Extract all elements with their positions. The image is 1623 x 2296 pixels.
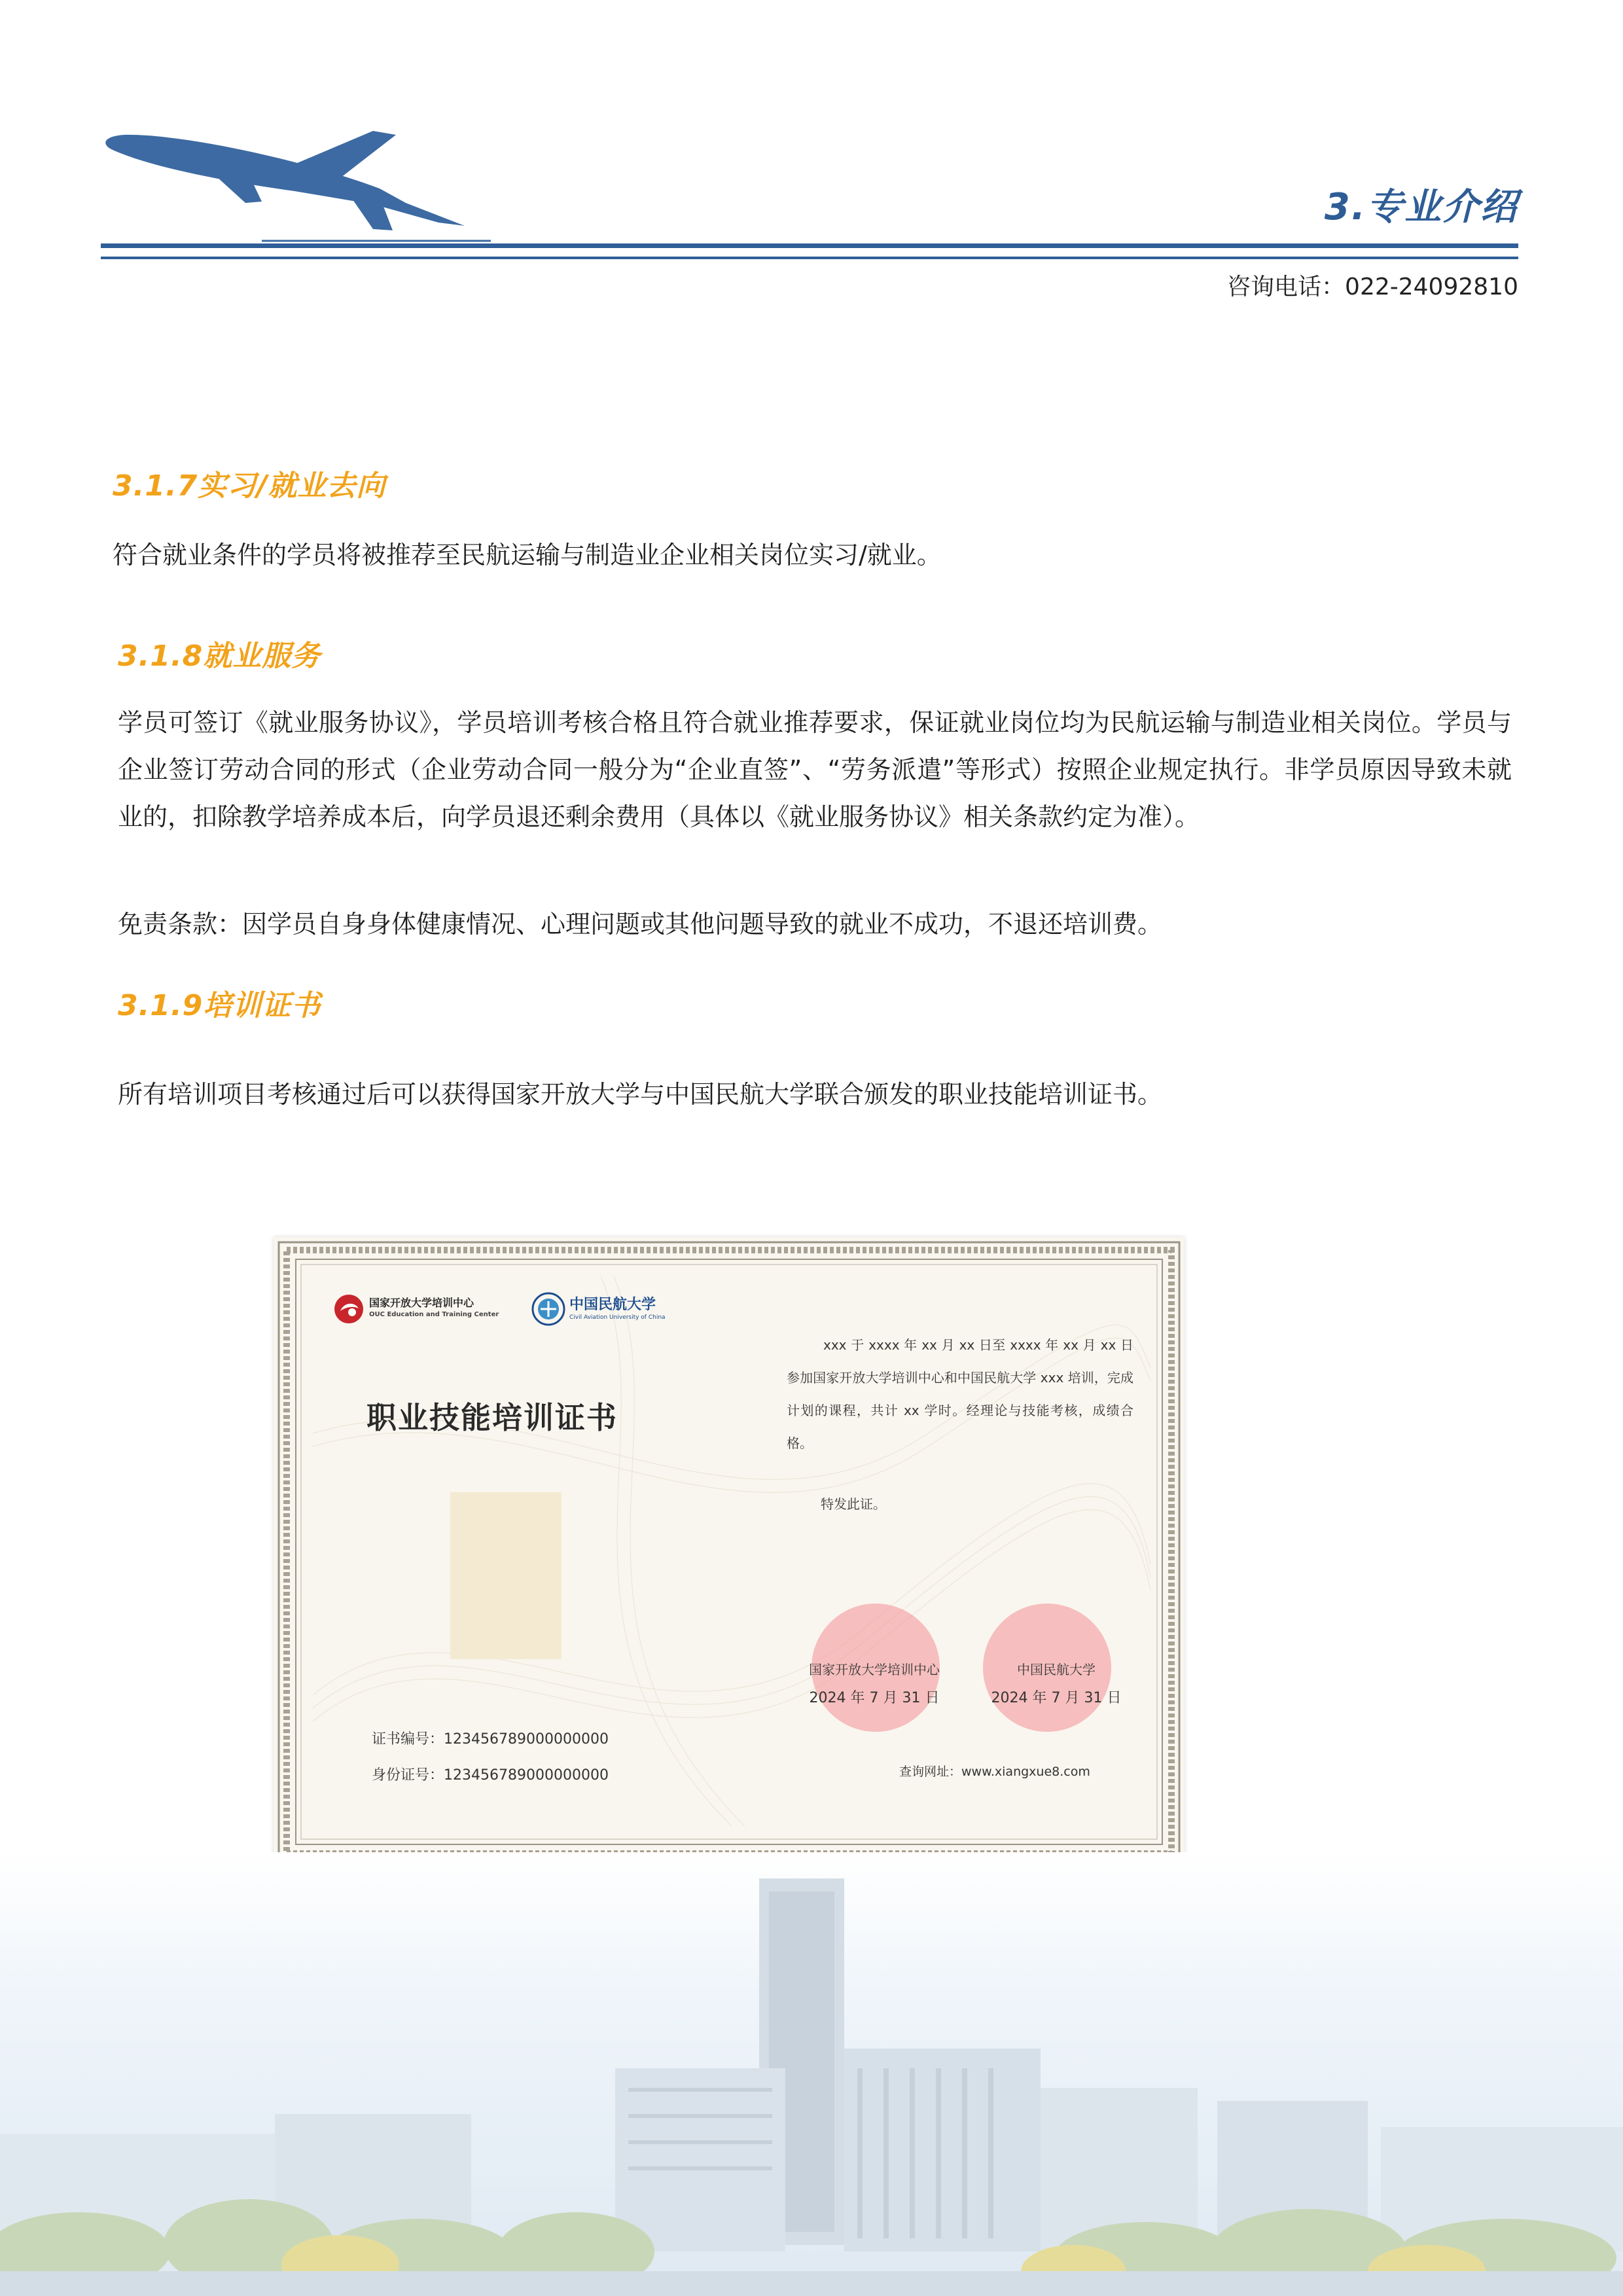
issue-date-cauc: 2024 年 7 月 31 日 xyxy=(991,1690,1122,1706)
ouc-name: 国家开放大学培训中心 xyxy=(369,1297,474,1309)
section-title-employment: 3.1.8就业服务 xyxy=(118,639,321,673)
certificate-image xyxy=(274,1237,1185,1867)
id-number: 身份证号：123456789000000000 xyxy=(372,1767,609,1784)
section-text-certificate: 所有培训项目考核通过后可以获得国家开放大学与中国民航大学联合颁发的职业技能培训证书。 xyxy=(118,1080,1163,1109)
consult-phone: 咨询电话：022-24092810 xyxy=(1227,274,1518,300)
photo-placeholder xyxy=(450,1492,562,1659)
section-title-internship: 3.1.7实习/就业去向 xyxy=(113,469,386,503)
section-title-certificate: 3.1.9培训证书 xyxy=(118,989,321,1022)
cauc-name: 中国民航大学 xyxy=(569,1296,656,1313)
issuer-ouc: 国家开放大学培训中心 xyxy=(809,1662,940,1677)
certificate-special-note: 特发此证。 xyxy=(821,1496,886,1512)
ouc-name-en: OUC Education and Training Center xyxy=(369,1311,499,1318)
cauc-name-en: Civil Aviation University of China xyxy=(569,1314,666,1321)
ouc-logo-icon xyxy=(332,1293,365,1325)
issuer-cauc: 中国民航大学 xyxy=(1017,1662,1096,1677)
certificate-body-text: xxx 于 xxxx 年 xx 月 xx 日至 xxxx 年 xx 月 xx 日参加国家开放大学培训中心和中国民航大学 xxx 培训，完成计划的课程，共计 xx 学时。经理论与技能考核，成绩合格。 xyxy=(787,1337,1133,1451)
header-title: 3.专业介绍 xyxy=(1324,186,1518,228)
certificate-title: 职业技能培训证书 xyxy=(366,1400,618,1435)
certificate-number: 证书编号：123456789000000000 xyxy=(372,1731,609,1748)
query-website: 查询网址：www.xiangxue8.com xyxy=(899,1765,1090,1779)
section-text-internship: 符合就业条件的学员将被推荐至民航运输与制造业企业相关岗位实习/就业。 xyxy=(113,541,942,569)
cauc-logo-icon xyxy=(531,1292,565,1326)
disclaimer-text: 免责条款：因学员自身身体健康情况、心理问题或其他问题导致的就业不成功，不退还培训费。 xyxy=(118,910,1163,939)
campus-background-image xyxy=(0,1852,1623,2296)
issue-date-ouc: 2024 年 7 月 31 日 xyxy=(809,1690,940,1706)
airplane-icon xyxy=(98,131,497,249)
section-text-employment: 学员可签订《就业服务协议》，学员培训考核合格且符合就业推荐要求，保证就业岗位均为民航运输与制造业相关岗位。学员与企业签订劳动合同的形式（企业劳动合同一般分为“企业直签”、“劳务派遣”等形式）按照企业规定执行。非学员原因导致未就业的，扣除教学培养成本后，向学员退还剩余费用（具体以《就业服务协议》相关条款约定为准）。 xyxy=(118,708,1512,831)
header-rule-thick xyxy=(101,243,1518,248)
header-rule-thin xyxy=(101,257,1518,259)
